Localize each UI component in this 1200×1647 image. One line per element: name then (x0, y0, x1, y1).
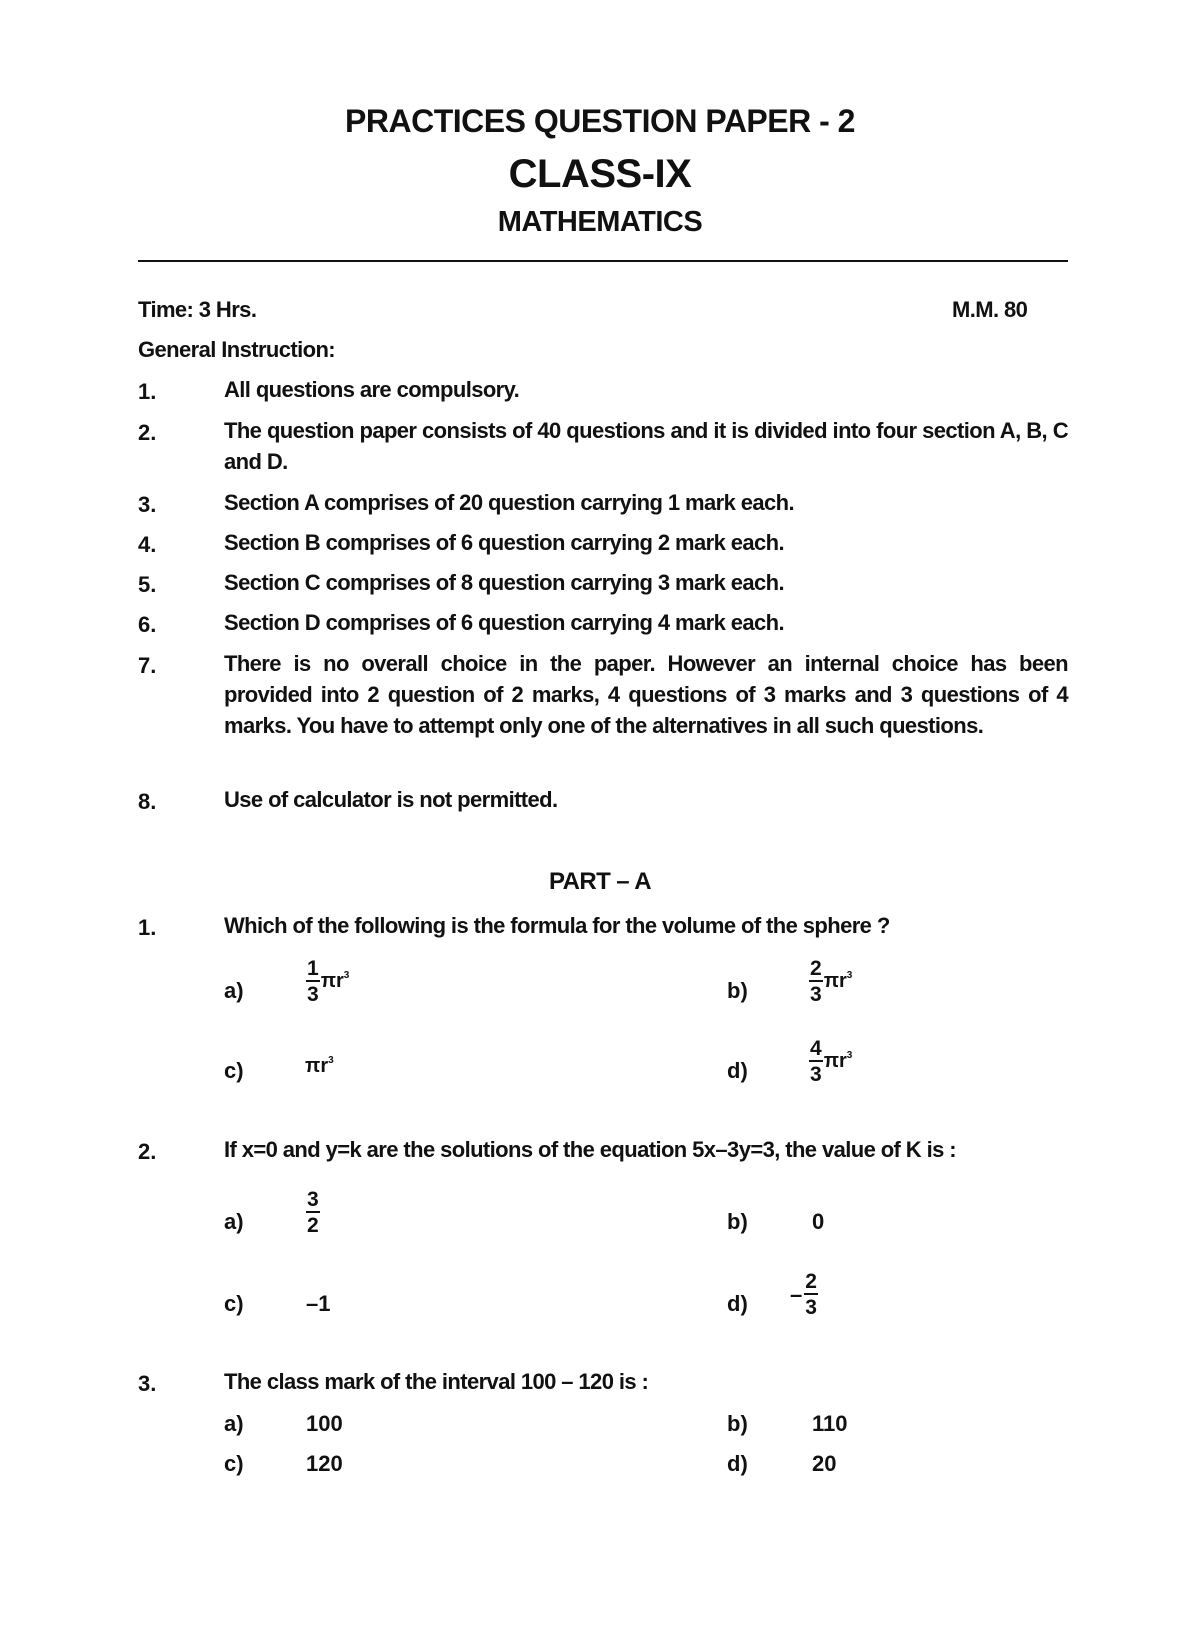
instruction-text: Section D comprises of 6 question carrying 4 mark each. (224, 610, 784, 635)
instruction-number: 8. (138, 789, 157, 814)
general-instruction-heading: General Instruction: (138, 337, 336, 362)
option-label: d) (727, 1451, 748, 1476)
fraction: $\frac{1}{3}$ (307, 957, 319, 1006)
pi-r-cubed: $\pi r^3$ (823, 970, 853, 992)
option-label: c) (224, 1451, 244, 1476)
instruction-text: All questions are compulsory. (224, 377, 520, 402)
question-number: 1. (138, 915, 157, 940)
option-label: b) (727, 1209, 748, 1234)
paper-title: PRACTICES QUESTION PAPER - 2 (345, 103, 855, 139)
pi-r-cubed: $\pi r^3$ (305, 1054, 334, 1077)
fraction: $\frac{4}{3}$ (810, 1037, 822, 1086)
question-text: Which of the following is the formula for the volume of the sphere ? (224, 913, 890, 938)
instruction-number: 3. (138, 492, 157, 517)
instruction-number: 1. (138, 379, 157, 404)
header-divider (138, 260, 1068, 262)
instruction-number: 4. (138, 532, 157, 557)
option-label: c) (224, 1058, 244, 1083)
instruction-text: Section A comprises of 20 question carrying 1 mark each. (224, 490, 794, 515)
option-label: d) (727, 1291, 748, 1316)
option-label: a) (224, 1411, 244, 1436)
subject-heading: MATHEMATICS (497, 206, 703, 238)
option-value: 120 (306, 1451, 343, 1476)
option-value (809, 958, 852, 1005)
instruction-text: There is no overall choice in the paper. However an internal choice has been provided into 2 question of 2 marks, 4 questions of 3 marks and 3 questions of 4 marks. You have to attempt only one of the alternatives in all such questions. (224, 651, 1068, 738)
instruction-text: Use of calculator is not permitted. (224, 787, 558, 812)
option-value: 110 (812, 1411, 848, 1436)
option-label: b) (727, 978, 748, 1003)
instruction-number: 5. (138, 572, 157, 597)
question-number: 2. (138, 1139, 157, 1164)
option-label: d) (727, 1058, 748, 1083)
option-value: 0 (812, 1209, 825, 1234)
instruction-number: 6. (138, 612, 157, 637)
option-value (809, 1038, 852, 1085)
option-value (304, 1052, 334, 1078)
pi-r-cubed: $\pi r^3$ (823, 1050, 853, 1072)
fraction: $\frac{2}{3}$ (810, 957, 822, 1006)
option-value: 20 (812, 1451, 837, 1476)
option-label: c) (224, 1291, 244, 1316)
option-label: a) (224, 978, 244, 1003)
option-value: 100 (306, 1411, 343, 1436)
time-label: Time: 3 Hrs. (138, 297, 257, 322)
max-marks-label: M.M. 80 (952, 297, 1028, 322)
class-heading: CLASS-IX (508, 152, 692, 196)
option-label: b) (727, 1411, 748, 1436)
minus-sign: – (790, 1281, 803, 1307)
part-heading: PART – A (549, 868, 651, 895)
question-text: The class mark of the interval 100 – 120 is : (224, 1369, 649, 1394)
instruction-number: 7. (138, 653, 157, 678)
question-text: If x=0 and y=k are the solutions of the equation 5x–3y=3, the value of K is : (224, 1137, 956, 1162)
question-number: 3. (138, 1371, 157, 1396)
option-value (306, 958, 349, 1005)
option-value (306, 1189, 320, 1236)
fraction: $\frac{2}{3}$ (805, 1270, 817, 1319)
instruction-text: Section C comprises of 8 question carrying 3 mark each. (224, 570, 784, 595)
instruction-text: The question paper consists of 40 questions and it is divided into four section A, B, C and D. (224, 418, 1068, 474)
pi-r-cubed: $\pi r^3$ (320, 970, 350, 992)
option-value: –1 (306, 1291, 331, 1316)
instruction-number: 2. (138, 420, 157, 445)
option-label: a) (224, 1209, 244, 1234)
fraction: $\frac{3}{2}$ (307, 1188, 319, 1237)
instruction-text: Section B comprises of 6 question carrying 2 mark each. (224, 530, 784, 555)
option-value (790, 1271, 818, 1318)
